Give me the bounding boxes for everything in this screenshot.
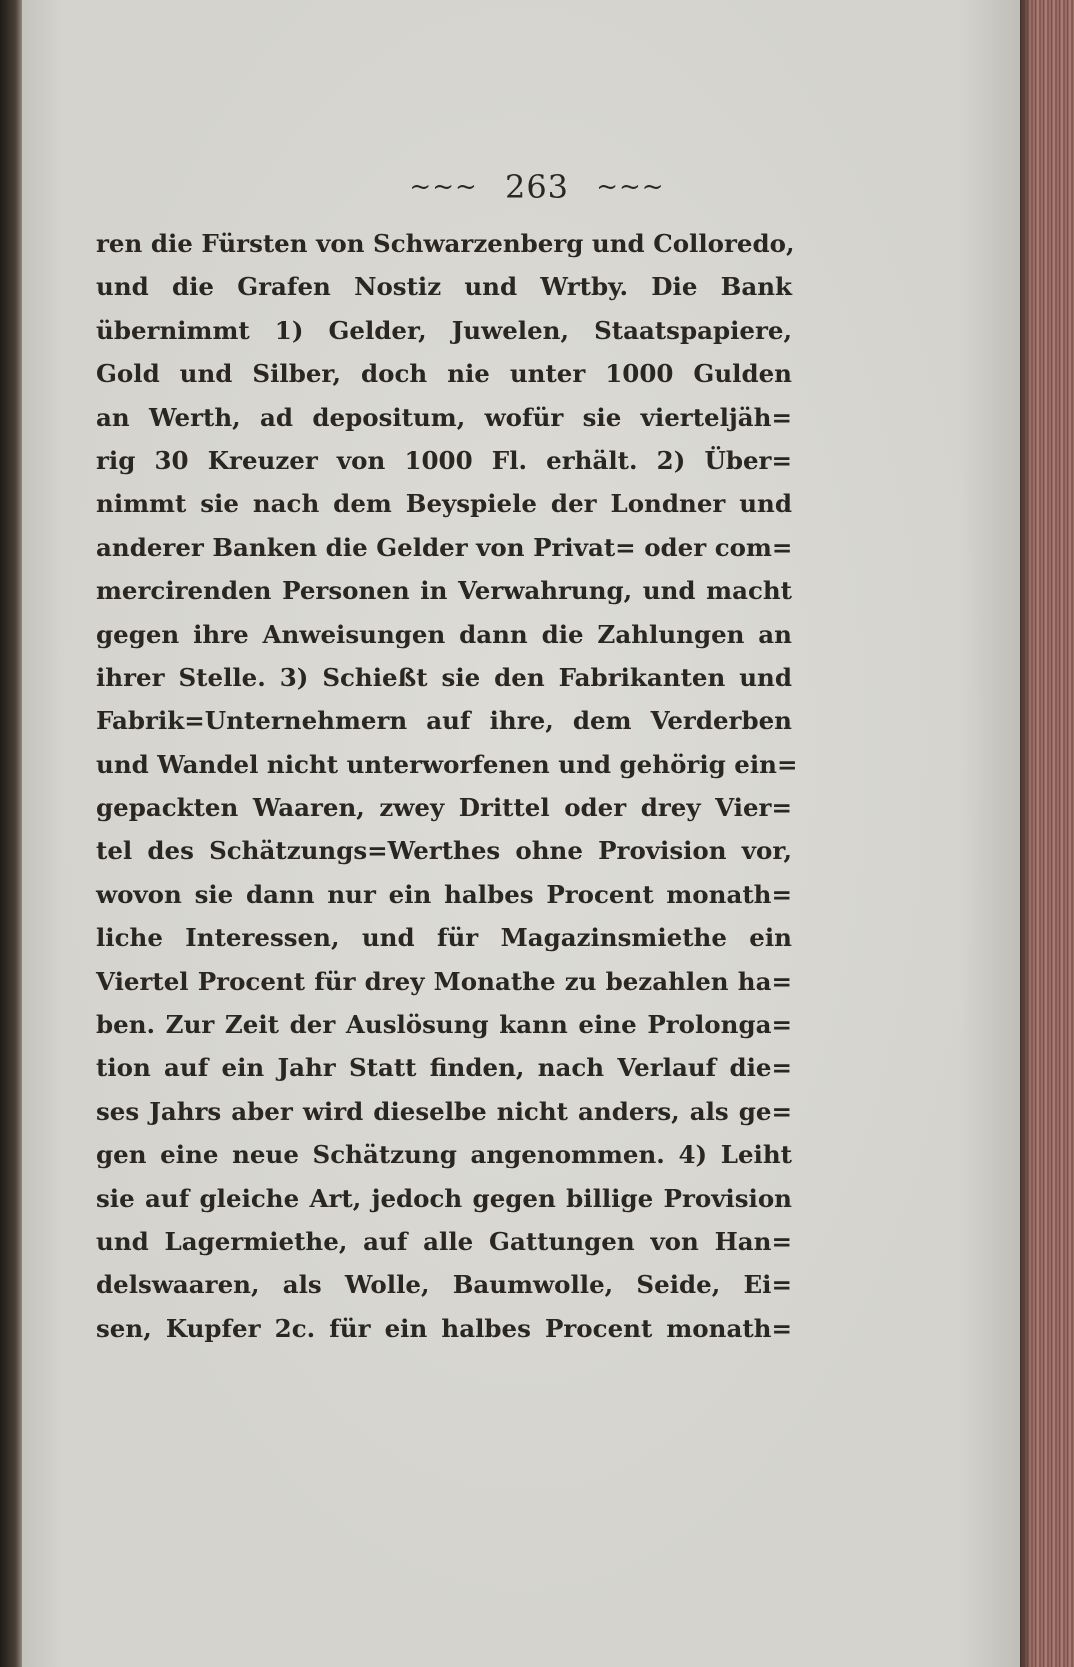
text-line: und Lagermiethe, auf alle Gattungen von Han= <box>96 1226 792 1256</box>
text-line: tel des Schätzungs=Werthes ohne Provision vor, <box>96 836 792 866</box>
text-line: Gold und Silber, doch nie unter 1000 Gulden <box>96 359 792 389</box>
body-text <box>96 222 798 1350</box>
text-line: mercirenden Personen in Verwahrung, und macht <box>96 576 792 606</box>
text-line: und Wandel nicht unterworfenen und gehörig ein= <box>96 749 798 779</box>
text-line: und die Grafen Nostiz und Wrtby. Die Bank <box>96 272 792 302</box>
page-number: 263 <box>504 168 570 206</box>
header-ornament-left: ~~~ <box>409 172 478 202</box>
text-line: gepackten Waaren, zwey Drittel oder drey Vier= <box>96 793 792 823</box>
text-line: sen, Kupfer 2c. für ein halbes Procent monath= <box>96 1313 792 1343</box>
text-line: ihrer Stelle. 3) Schießt sie den Fabrikanten und <box>96 662 792 692</box>
text-line: liche Interessen, und für Magazinsmiethe ein <box>96 923 792 953</box>
page-header <box>0 168 1074 206</box>
text-line: delswaaren, als Wolle, Baumwolle, Seide, Ei= <box>96 1270 792 1300</box>
text-line: Fabrik=Unternehmern auf ihre, dem Verderben <box>96 706 792 736</box>
text-line: ben. Zur Zeit der Auslösung kann eine Prolonga= <box>96 1010 792 1040</box>
text-line: Viertel Procent für drey Monathe zu bezahlen ha= <box>96 966 792 996</box>
text-line: ses Jahrs aber wird dieselbe nicht anders, als ge= <box>96 1096 792 1126</box>
text-line: an Werth, ad depositum, wofür sie vierteljäh= <box>96 402 792 432</box>
text-line: rig 30 Kreuzer von 1000 Fl. erhält. 2) Über= <box>96 445 792 475</box>
text-line: gen eine neue Schätzung angenommen. 4) Leiht <box>96 1140 792 1170</box>
text-line: anderer Banken die Gelder von Privat= oder com= <box>96 532 793 562</box>
header-ornament-right: ~~~ <box>596 172 665 202</box>
text-line: nimmt sie nach dem Beyspiele der Londner und <box>96 489 792 519</box>
text-line: wovon sie dann nur ein halbes Procent monath= <box>96 879 792 909</box>
text-line: ren die Fürsten von Schwarzenberg und Colloredo, <box>96 229 795 258</box>
text-line: übernimmt 1) Gelder, Juwelen, Staatspapiere, <box>96 315 792 345</box>
text-line: sie auf gleiche Art, jedoch gegen billige Provision <box>96 1183 792 1213</box>
page-edges <box>1020 0 1074 1667</box>
text-line: gegen ihre Anweisungen dann die Zahlungen an <box>96 619 792 649</box>
text-line: tion auf ein Jahr Statt finden, nach Verlauf die= <box>96 1053 792 1083</box>
